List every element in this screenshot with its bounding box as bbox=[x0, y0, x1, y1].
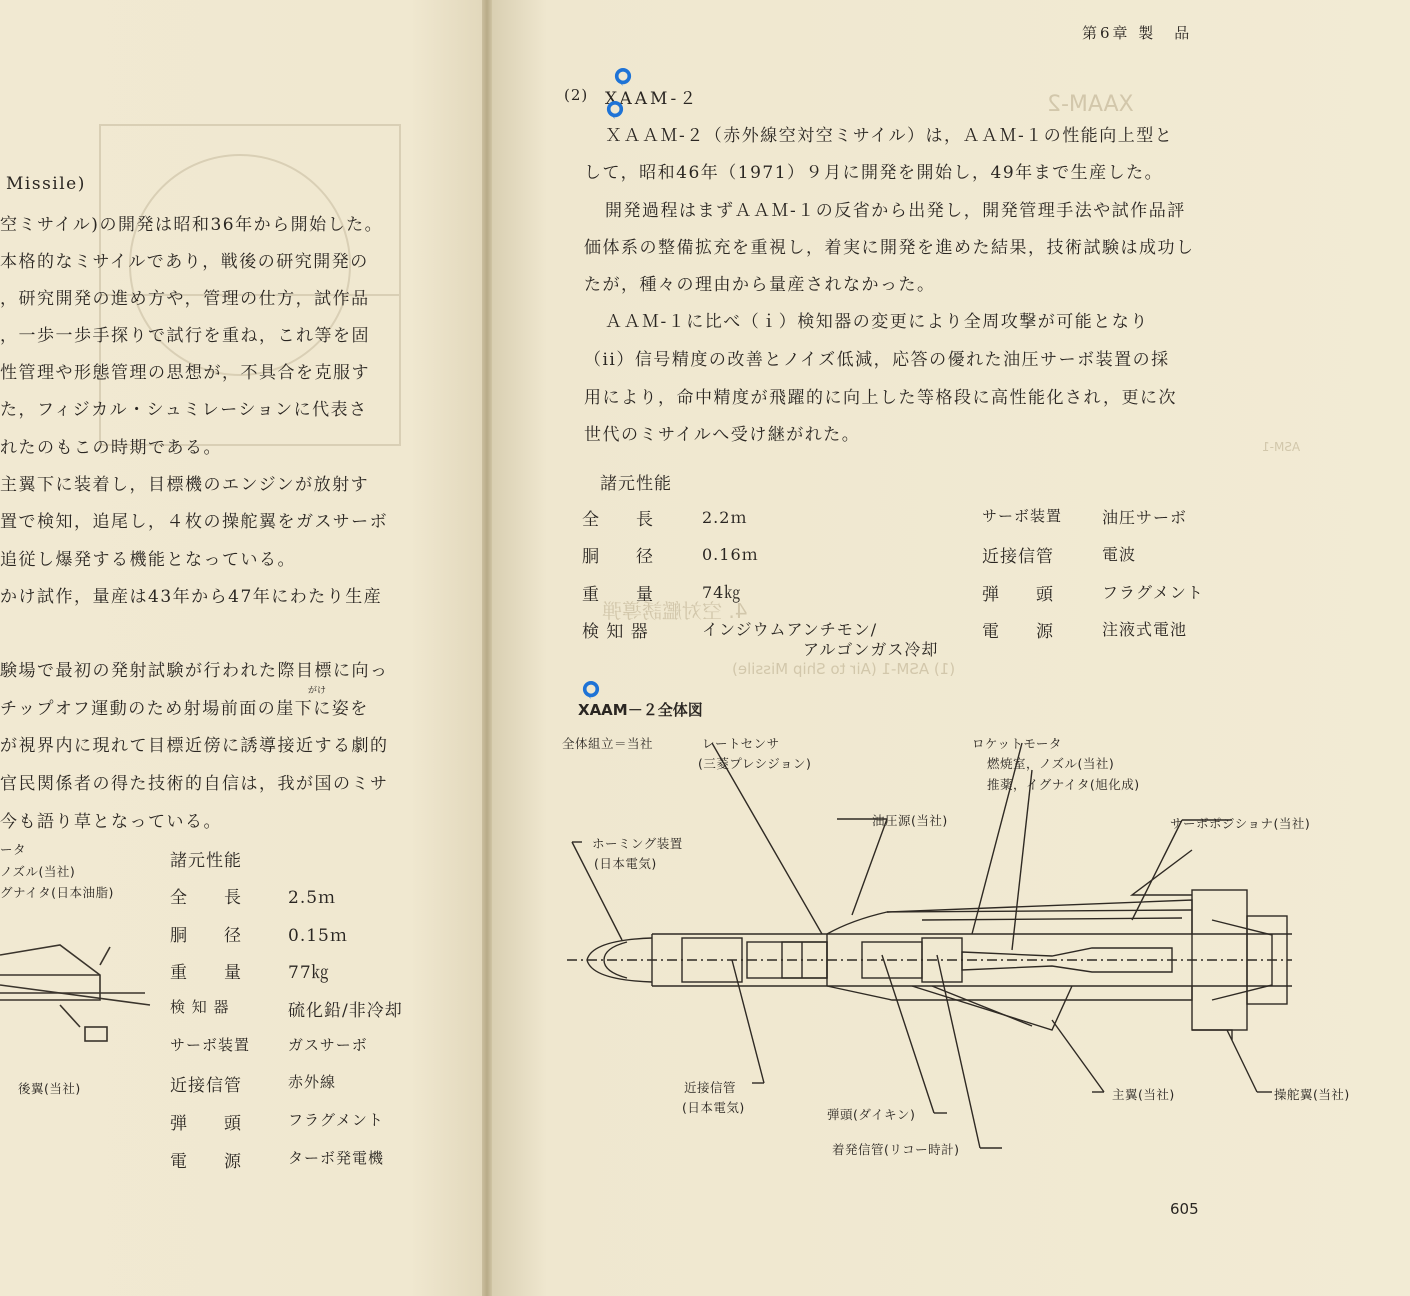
spec-label: 電 源 bbox=[170, 1152, 242, 1172]
section-number: (2) bbox=[564, 86, 589, 104]
figure-label-proximity-fuze: 近接信管 bbox=[684, 1080, 737, 1095]
figure-label-main-wing: 主翼(当社) bbox=[1112, 1087, 1175, 1102]
left-diagram-label-3: グナイタ(日本油脂) bbox=[0, 885, 114, 900]
body-line: 主翼下に装着し，目標機のエンジンが放射す bbox=[0, 475, 370, 495]
body-line: が視界内に現れて目標近傍に誘導接近する劇的 bbox=[0, 736, 389, 756]
left-page bbox=[0, 0, 482, 1296]
ruby-text: がけ bbox=[308, 686, 327, 696]
spec-label: サーボ装置 bbox=[982, 507, 1063, 525]
body-line: ，一歩一歩手探りで試行を重ね，これ等を固 bbox=[0, 326, 370, 346]
spec-label: 弾 頭 bbox=[170, 1114, 242, 1134]
spec-label: 重 量 bbox=[170, 963, 242, 983]
figure-label-servo-positioner: サーボポジショナ(当社) bbox=[1170, 816, 1311, 831]
body-line: た，フィジカル・シュミレーションに代表さ bbox=[0, 400, 368, 420]
figure-label-rate-sensor: レートセンサ bbox=[702, 736, 780, 751]
body-line: かけ試作，量産は43年から47年にわたり生産 bbox=[0, 587, 383, 607]
body-line: チップオフ運動のため射場前面の崖下に姿を bbox=[0, 699, 369, 719]
spec-label: 全 長 bbox=[170, 888, 242, 908]
body-line: （ii）信号精度の改善とノイズ低減，応答の優れた油圧サーボ装置の採 bbox=[584, 350, 1170, 370]
figure-label-proximity-maker: (日本電気) bbox=[682, 1100, 745, 1115]
figure-label-rate-sensor-maker: (三菱プレシジョン) bbox=[698, 756, 812, 771]
spec-value: ターボ発電機 bbox=[288, 1149, 385, 1167]
spec-value: フラグメント bbox=[288, 1111, 384, 1129]
location-marker-icon bbox=[614, 68, 632, 86]
spec-value: 2.2ｍ bbox=[702, 508, 748, 527]
spec-label: 弾 頭 bbox=[982, 585, 1054, 605]
body-line: ＡＡＭ-１に比べ（ｉ）検知器の変更により全周攻撃が可能となり bbox=[605, 312, 1149, 332]
spec-value: 油圧サーボ bbox=[1102, 508, 1188, 527]
bleed-through-2: ASM-1 bbox=[1262, 440, 1301, 454]
body-line: 価体系の整備拡充を重視し，着実に開発を進めた結果，技術試験は成功し bbox=[584, 238, 1195, 258]
body-line: たが，種々の理由から量産されなかった。 bbox=[584, 275, 936, 295]
location-marker-icon bbox=[582, 681, 600, 699]
spec-value: 77㎏ bbox=[288, 963, 330, 983]
spec-value: 74㎏ bbox=[702, 583, 742, 602]
left-diagram-label-2: ノズル(当社) bbox=[0, 864, 76, 879]
left-spec-heading: 諸元性能 bbox=[170, 851, 242, 871]
figure-title: XAAM－２全体図 bbox=[578, 701, 703, 719]
body-line: ，研究開発の進め方や，管理の仕方，試作品 bbox=[0, 289, 370, 309]
location-marker-icon bbox=[606, 101, 624, 119]
figure-label-homing-maker: (日本電気) bbox=[594, 856, 657, 871]
spec-label: 近接信管 bbox=[982, 547, 1054, 567]
body-line: 追従し爆発する機能となっている。 bbox=[0, 550, 296, 570]
spec-value: 注液式電池 bbox=[1102, 620, 1188, 639]
figure-label-hydraulic: 油圧源(当社) bbox=[872, 813, 948, 828]
spec-value: 電波 bbox=[1102, 545, 1137, 564]
right-page bbox=[492, 0, 1410, 1296]
left-diagram-label-4: 後翼(当社) bbox=[18, 1081, 81, 1096]
figure-label-control-wing: 操舵翼(当社) bbox=[1274, 1087, 1350, 1102]
spec-label: 電 源 bbox=[982, 622, 1054, 642]
spec-value: インジウムアンチモン/ bbox=[702, 620, 878, 639]
bleed-through-4: (1) ASM-1 (Air to Ship Missile) bbox=[732, 660, 956, 678]
body-line: 置で検知，追尾し，４枚の操舵翼をガスサーボ bbox=[0, 512, 389, 532]
body-line: 官民関係者の得た技術的自信は，我が国のミサ bbox=[0, 774, 389, 794]
body-line: 世代のミサイルへ受け継がれた。 bbox=[584, 425, 861, 445]
body-line: 今も語り草となっている。 bbox=[0, 812, 222, 832]
body-line: して，昭和46年（1971）９月に開発を開始し，49年まで生産した。 bbox=[584, 163, 1164, 183]
body-line: 空ミサイル)の開発は昭和36年から開始した。 bbox=[0, 215, 384, 235]
spec-value: アルゴンガス冷却 bbox=[803, 640, 939, 659]
figure-label-propellant: 推薬，イグナイタ(旭化成) bbox=[987, 777, 1140, 792]
body-line: 験場で最初の発射試験が行われた際目標に向っ bbox=[0, 661, 389, 681]
spec-label: 検 知 器 bbox=[582, 622, 649, 642]
figure-label-impact-fuze: 着発信管(リコー時計) bbox=[832, 1142, 960, 1157]
body-line: ＸＡＡＭ-２（赤外線空対空ミサイル）は，ＡＡＭ-１の性能向上型と bbox=[605, 126, 1174, 146]
spec-label: 全 長 bbox=[582, 510, 654, 530]
figure-label-combustion: 燃焼室，ノズル(当社) bbox=[987, 756, 1115, 771]
body-line: れたのもこの時期である。 bbox=[0, 438, 222, 458]
body-line: 性管理や形態管理の思想が，不具合を克服す bbox=[0, 363, 370, 383]
spec-value: ガスサーボ bbox=[288, 1036, 368, 1054]
spec-label: 検 知 器 bbox=[170, 998, 230, 1016]
figure-label-assembly: 全体組立＝当社 bbox=[562, 736, 654, 751]
body-line: 開発過程はまずＡＡＭ-１の反省から出発し，開発管理手法や試作品評 bbox=[605, 201, 1186, 221]
body-line: 用により，命中精度が飛躍的に向上した等格段に高性能化され，更に次 bbox=[584, 388, 1178, 408]
bleed-through-3: 4. 空対艦誘導弾 bbox=[602, 599, 748, 623]
chapter-header: 第6章 製 品 bbox=[1082, 24, 1193, 42]
spec-label: 重 量 bbox=[582, 585, 654, 605]
right-spec-heading: 諸元性能 bbox=[600, 474, 672, 494]
spec-value: 硫化鉛/非冷却 bbox=[288, 1001, 403, 1021]
spec-label: 胴 径 bbox=[582, 547, 654, 567]
aam1-partial-drawing bbox=[0, 935, 160, 1055]
spec-value: 0.16ｍ bbox=[702, 545, 759, 564]
bleed-through-1: XAAM-2 bbox=[1047, 92, 1134, 117]
spec-value: 2.5ｍ bbox=[288, 888, 337, 908]
figure-label-homing: ホーミング装置 bbox=[592, 836, 683, 851]
left-diagram-label-1: ータ bbox=[0, 842, 27, 857]
spec-label: 近接信管 bbox=[170, 1076, 242, 1096]
figure-label-rocket-motor: ロケットモータ bbox=[972, 736, 1062, 751]
figure-label-warhead: 弾頭(ダイキン) bbox=[827, 1107, 916, 1122]
spec-label: サーボ装置 bbox=[170, 1036, 251, 1054]
page-number: 605 bbox=[1170, 1200, 1199, 1218]
body-line: Missile) bbox=[6, 174, 86, 194]
spec-value: 0.15ｍ bbox=[288, 926, 348, 946]
spec-value: フラグメント bbox=[1102, 583, 1204, 602]
section-title: XAAM-２ bbox=[605, 89, 700, 109]
xaam2-missile-diagram bbox=[492, 730, 1410, 1170]
book-gutter bbox=[482, 0, 492, 1296]
spec-value: 赤外線 bbox=[288, 1073, 337, 1091]
body-line: 本格的なミサイルであり，戦後の研究開発の bbox=[0, 252, 369, 272]
spec-label: 胴 径 bbox=[170, 926, 242, 946]
